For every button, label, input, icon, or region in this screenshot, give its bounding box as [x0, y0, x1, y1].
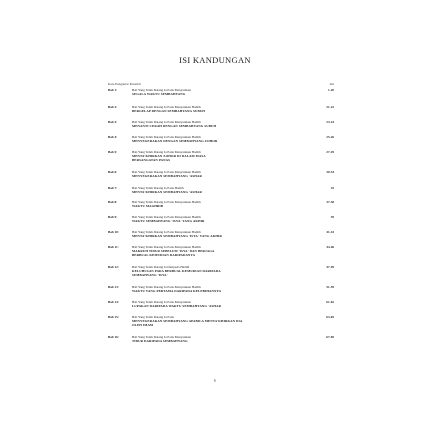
- chapter-description: [132, 215, 314, 223]
- chapter-number: Bab 9:: [108, 215, 118, 219]
- chapter-title: MENYEGERAKAN SEMBAHYANG APABILA MENTA'KHIRKAN DIA: [132, 319, 243, 324]
- chapter-description: [132, 88, 314, 96]
- toc-entry[interactable]: [108, 230, 334, 238]
- toc-entry[interactable]: [108, 105, 334, 113]
- chapter-page: 25-26: [326, 135, 334, 139]
- chapter-title: WAKTU MAGHRIB: [132, 204, 164, 209]
- chapter-description: [132, 135, 314, 143]
- chapter-page: 41-43: [326, 230, 334, 234]
- toc-entry[interactable]: [108, 135, 334, 143]
- chapter-page: 61-62: [326, 300, 334, 304]
- chapter-title: WAKTU YANG PERTAMA DARIPADA KELEBIHANNYA: [132, 289, 222, 294]
- chapter-title: BERBUAL KEMUDIAN DARIPADANYA: [132, 253, 196, 258]
- chapter-description: [132, 150, 314, 163]
- chapter-description: [132, 245, 314, 258]
- chapter-page: 30-34: [326, 170, 334, 174]
- chapter-intro: Bab Yang Telah Datang Ia Pada Menyatakan Hadith: [132, 135, 201, 139]
- toc-entry[interactable]: [108, 88, 334, 96]
- chapter-title: MENTA'KHIRKAN SEMBAHYANG 'ASHAR: [132, 190, 202, 195]
- chapter-title: MENYEGERAKAN SEMBAHYANG 'ASHAR: [132, 174, 202, 179]
- chapter-intro: Bab Yang Telah Datang Ia Pada Menyatakan Hadith: [132, 170, 201, 174]
- chapter-intro: Bab Yang Telah Datang Ia Pada Menyatakan Hadith: [132, 105, 201, 109]
- chapter-intro: Bab Yang Telah Datang Ia Pada Menyatakan: [132, 88, 191, 92]
- chapter-number: Bab 16:: [108, 335, 119, 339]
- chapter-title: BERSANGATAN PANAS: [132, 158, 171, 163]
- chapter-number: Bab 8:: [108, 200, 118, 204]
- chapter-page: 63-65: [326, 315, 334, 319]
- chapter-description: [132, 105, 314, 113]
- chapter-number: Bab 4:: [108, 135, 118, 139]
- chapter-intro: Bab Yang Telah Datang Ia Pada Hadith: [132, 186, 184, 190]
- chapter-number: Bab 2:: [108, 105, 118, 109]
- chapter-number: Bab 3:: [108, 120, 118, 124]
- chapter-description: [132, 300, 314, 308]
- toc-entry[interactable]: [108, 120, 334, 128]
- chapter-description: [132, 265, 314, 278]
- chapter-intro: Bab Yang Telah Datang Ia Pada Menyatakan Hadith: [132, 230, 201, 234]
- chapter-page: 67-69: [326, 335, 334, 339]
- chapter-title: MAKRUH TIDUR SEBELUM 'ISYA' DAN BERJAGA: [132, 249, 215, 254]
- chapter-page: 27-29: [326, 150, 334, 154]
- toc-entry[interactable]: [108, 200, 334, 208]
- chapter-page: 47-49: [326, 265, 334, 269]
- chapter-intro: Bab Yang Telah Datang Ia Pada: [132, 315, 174, 319]
- toc-entry[interactable]: [108, 265, 334, 278]
- chapter-number: Bab 6:: [108, 170, 118, 174]
- chapter-title: TIDUR DARIPADA SEMBAHYANG: [132, 339, 188, 344]
- toc-entry[interactable]: [108, 315, 334, 328]
- chapter-intro: Bab Yang Telah Datang Ia Pada Menyatakan: [132, 300, 191, 304]
- chapter-title: BERGELAP DENGAN SEMBAHYANG SUBUH: [132, 109, 205, 114]
- chapter-title: MENTA'KHIRKAN SEMBAHYANG 'ISYA' YANG AKHIR: [132, 234, 222, 239]
- preface-row[interactable]: [108, 82, 334, 86]
- chapter-page: 21-22: [326, 105, 334, 109]
- toc-entry[interactable]: [108, 170, 334, 178]
- toc-entry[interactable]: [108, 186, 334, 194]
- chapter-title: SEMBAHYANG 'ISYA': [132, 273, 168, 278]
- chapter-intro: Bab Yang Telah Datang Ia Pada Menyatakan Hadith: [132, 120, 201, 124]
- chapter-description: [132, 315, 314, 328]
- toc-entry[interactable]: [108, 245, 334, 258]
- chapter-description: [132, 230, 314, 238]
- chapter-description: [132, 335, 314, 343]
- chapter-intro: Bab Yang Telah Datang Ia Pada Menyatakan Hadith: [132, 215, 201, 219]
- chapter-page: 1-20: [327, 88, 334, 92]
- chapter-number: Bab 13:: [108, 285, 119, 289]
- chapter-page: 37-38: [326, 200, 334, 204]
- preface-page: xiii: [329, 82, 334, 86]
- chapter-number: Bab 5:: [108, 150, 118, 154]
- chapter-title: OLEH IMAM: [132, 323, 154, 328]
- chapter-title: MENTA'KHIRKAN ZOHOR DI DALAM MASA: [132, 154, 206, 159]
- page-number: v: [213, 379, 217, 384]
- chapter-page: 39: [330, 215, 334, 219]
- chapter-page: 23-24: [326, 120, 334, 124]
- chapter-title: WAKTU SEMBAHYANG 'ISYA' YANG AKHIR: [132, 219, 205, 224]
- chapter-intro: Bab Yang Telah Datang Ia Pada Menyatakan Hadith: [132, 245, 201, 249]
- chapter-intro: Bab Yang Telah Datang Ia Pada Menyatakan: [132, 335, 191, 339]
- page-title: ISI KANDUNGAN: [179, 55, 251, 65]
- chapter-number: Bab 15:: [108, 315, 119, 319]
- chapter-page: 35: [330, 186, 334, 190]
- chapter-title: MENANTI CERAH DENGAN SEMBAHYANG SUBUH: [132, 124, 217, 129]
- toc-entry[interactable]: [108, 150, 334, 163]
- chapter-title: KELUHUSAN PADA BERBUAL KEMUDIAN DARIPADA: [132, 269, 221, 274]
- chapter-description: [132, 186, 314, 194]
- chapter-title: LUPAKAN DARIPADA WAKTU SEMBAHYANG 'ASHAR: [132, 304, 222, 309]
- chapter-description: [132, 120, 314, 128]
- chapter-number: Bab 12:: [108, 265, 119, 269]
- toc-entry[interactable]: [108, 285, 334, 293]
- chapter-number: Bab 1:: [108, 88, 118, 92]
- chapter-page: 44-46: [326, 245, 334, 249]
- chapter-description: [132, 170, 314, 178]
- chapter-title: MENYEGERAKAN DENGAN SEMBAHYANG ZOHOR: [132, 139, 218, 144]
- chapter-description: [132, 285, 314, 293]
- toc-entry[interactable]: [108, 300, 334, 308]
- chapter-number: Bab 11:: [108, 245, 119, 249]
- toc-entry[interactable]: [108, 215, 334, 223]
- chapter-intro: Bab Yang Telah Datang Ia Pada Menyatakan Hadith: [132, 285, 201, 289]
- chapter-description: [132, 200, 314, 208]
- chapter-page: 51-59: [326, 285, 334, 289]
- chapter-title: SEGALA WAKTU SEMBAHYANG: [132, 92, 186, 97]
- chapter-number: Bab 7:: [108, 186, 118, 190]
- toc-entry[interactable]: [108, 335, 334, 343]
- chapter-intro: Bab Yang Telah Datang Ia Pada Menyatakan Hadith: [132, 150, 201, 154]
- chapter-intro: Bab Yang Telah Datang Ia Daripada Hadith: [132, 265, 190, 269]
- chapter-number: Bab 14:: [108, 300, 119, 304]
- chapter-number: Bab 10:: [108, 230, 119, 234]
- chapter-intro: Bab Yang Telah Datang Ia Pada Menyatakan Hadith: [132, 200, 201, 204]
- preface-label: Kata Pengantar Penerbit: [108, 82, 141, 86]
